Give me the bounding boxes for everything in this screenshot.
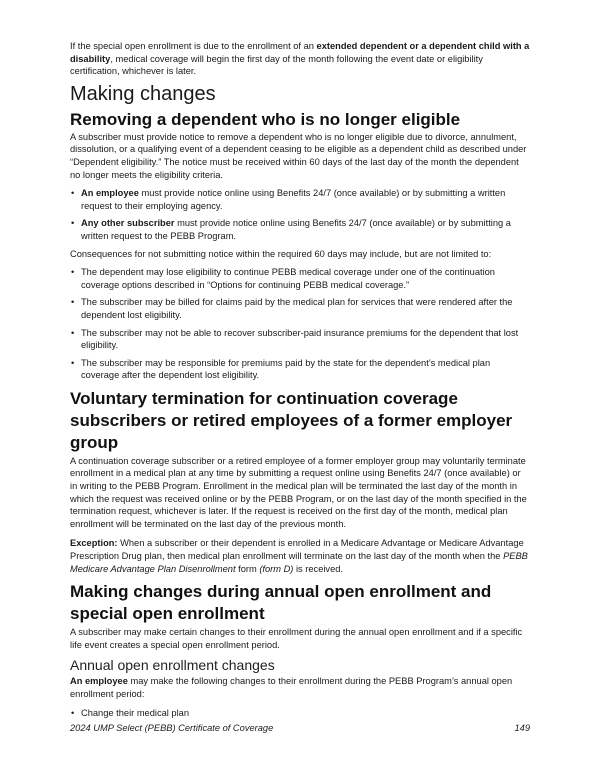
annual-subheading: Annual open enrollment changes	[70, 657, 275, 674]
list-item: • The subscriber may not be able to recover subscriber-paid insurance premiums for the dependent that lost eligibility.	[71, 327, 519, 351]
consequences-list	[70, 266, 530, 382]
intro-text-2: , medical coverage will begin the first day of the month following the event date or eligibility certification, whichever is later.	[70, 53, 483, 77]
page-number: 149	[514, 723, 530, 733]
intro-bold: extended dependent or a dependent child with a disability	[70, 41, 530, 64]
removing-heading: Removing a dependent who is no longer eligible	[70, 109, 461, 129]
voluntary-paragraph: A continuation coverage subscriber or a retired employee of a former employer group may voluntarily terminate enrollment in a medical plan at any time by submitting a request online using Benefits 24/7 (once available) or in writing to the PEBB Program. Enrollment in the medical plan will be terminated the last day of the month in which the request was received online or by the PEBB Program, or on the last day of the month specified in the termination request, whichever is later. If the request is received on the first day of the month, medical plan enrollment will be terminated on the last day of the previous month.	[70, 455, 527, 529]
voluntary-heading: Voluntary termination for continuation coverage subscribers or retired employees of a former employer group	[70, 388, 513, 452]
document-page	[70, 40, 530, 724]
bullet-icon: •	[71, 188, 75, 199]
intro-paragraph	[70, 40, 530, 78]
bullet-icon: •	[71, 218, 75, 229]
bullet-icon: •	[71, 707, 75, 718]
list-item: • The subscriber may be responsible for premiums paid by the state for the dependent’s medical plan coverage after the dependent lost eligibility.	[71, 357, 491, 381]
list-item: • The dependent may lose eligibility to continue PEBB medical coverage under one of the continuation coverage options described in “Options for continuing PEBB medical coverage.”	[71, 267, 495, 290]
bullet-icon: •	[71, 357, 75, 368]
list-item: • Change their medical plan	[71, 707, 190, 718]
annual-heading: Making changes during annual open enrollment and special open enrollment	[70, 582, 492, 624]
employee-paragraph: An employee may make the following changes to their enrollment during the PEBB Program’s annual open enrollment period:	[70, 676, 513, 699]
list-item: • Any other subscriber must provide notice online using Benefits 24/7 (once available) or by submitting a written request to the PEBB Program.	[71, 218, 511, 241]
page-footer	[70, 723, 530, 733]
footer-title: 2024 UMP Select (PEBB) Certificate of Coverage	[70, 723, 274, 733]
section-title: Making changes	[70, 82, 216, 105]
intro-text-1: If the special open enrollment is due to the enrollment of an	[70, 41, 317, 51]
consequences-intro: Consequences for not submitting notice within the required 60 days may include, but are not limited to:	[70, 248, 492, 259]
exception-label: Exception:	[70, 538, 118, 549]
removing-bullet-list	[70, 187, 530, 242]
bullet-icon: •	[71, 267, 75, 278]
list-item: • An employee must provide notice online using Benefits 24/7 (once available) or by submitting a written request to their employing agency.	[71, 188, 506, 211]
bullet-icon: •	[71, 297, 75, 308]
exception-paragraph: Exception: When a subscriber or their dependent is enrolled in a Medicare Advantage or Medicare Advantage Prescription Drug plan, then medical plan enrollment will terminate on the last day of the month when the PEBB Medicare Advantage Plan Disenrollment form (form D) is received.	[70, 538, 528, 574]
bullet-icon: •	[71, 327, 75, 338]
annual-bullet-list	[70, 707, 530, 720]
annual-paragraph: A subscriber may make certain changes to their enrollment during the annual open enrollment and if a specific life event creates a special open enrollment period.	[70, 627, 523, 650]
removing-paragraph: A subscriber must provide notice to remove a dependent who is no longer eligible due to divorce, annulment, dissolution, or a qualifying event of a dependent ceasing to be eligible as a dependent child as described under “Dependent eligibility.” The notice must be received within 60 days of the last day of the month the dependent no longer meets the eligibility criteria.	[70, 131, 527, 180]
list-item: • The subscriber may be billed for claims paid by the medical plan for services that were rendered after the dependent lost eligibility.	[71, 297, 513, 320]
